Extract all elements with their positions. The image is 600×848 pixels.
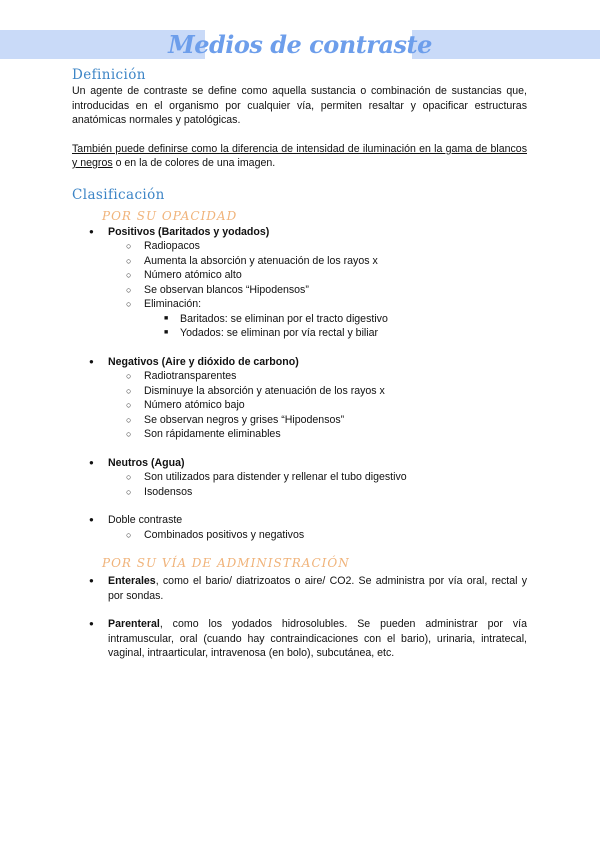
definicion-underlined-text: También puede definirse como la diferencia de intensidad de iluminación en la gama de blancos y negros bbox=[72, 142, 527, 169]
list-item: ○ Radiopacos bbox=[108, 239, 527, 254]
list-item: ○ Son rápidamente eliminables bbox=[108, 427, 527, 442]
doble-label: Doble contraste bbox=[108, 514, 183, 526]
list-item-neutros bbox=[72, 456, 527, 500]
neutros-list bbox=[72, 456, 527, 500]
document-body bbox=[72, 66, 527, 661]
eliminacion-sublist bbox=[144, 312, 527, 341]
list-item-negativos bbox=[72, 355, 527, 442]
definicion-paragraph-1: Un agente de contraste se define como aquella sustancia o combinación de sustancias que, introducidas en el organismo por cualquier vía, permiten resaltar y opacificar estructuras anatómicas normales y patológicas. bbox=[72, 85, 527, 126]
doble-sublist bbox=[108, 528, 527, 543]
list-item: ○ Número atómico bajo bbox=[108, 398, 527, 413]
list-item-enterales bbox=[72, 574, 527, 603]
positivos-label: Positivos (Baritados y yodados) bbox=[108, 225, 270, 238]
via-list bbox=[72, 574, 527, 661]
negativos-label: Negativos (Aire y dióxido de carbono) bbox=[108, 355, 299, 368]
neutros-label: Neutros (Agua) bbox=[108, 456, 185, 469]
list-item-doble bbox=[72, 513, 527, 542]
list-item: ○ Disminuye la absorción y atenuación de los rayos x bbox=[108, 384, 527, 399]
list-item: ○ Número atómico alto bbox=[108, 268, 527, 283]
enterales-label: Enterales bbox=[108, 575, 156, 587]
subheading-via: POR SU VÍA DE ADMINISTRACIÓN bbox=[102, 556, 350, 570]
definicion-rest-text: o en la de colores de una imagen. bbox=[112, 157, 276, 169]
positivos-sublist bbox=[108, 239, 527, 341]
list-item-eliminacion bbox=[108, 297, 527, 341]
definicion-paragraph-2 bbox=[72, 142, 527, 171]
list-item: ○ Se observan negros y grises “Hipodensos” bbox=[108, 413, 527, 428]
list-item-parenteral bbox=[72, 617, 527, 661]
negativos-list bbox=[72, 355, 527, 442]
enterales-text: , como el bario/ diatrizoatos o aire/ CO2. Se administra por vía oral, rectal y por sondas. bbox=[108, 575, 527, 602]
list-item: ○ Aumenta la absorción y atenuación de los rayos x bbox=[108, 254, 527, 269]
neutros-sublist bbox=[108, 470, 527, 499]
subheading-opacidad: POR SU OPACIDAD bbox=[102, 208, 238, 223]
section-heading-clasificacion: Clasificación bbox=[72, 186, 165, 203]
list-item: ○ Combinados positivos y negativos bbox=[108, 528, 527, 543]
parenteral-label: Parenteral bbox=[108, 618, 160, 630]
parenteral-text: , como los yodados hidrosolubles. Se pueden administrar por vía intramuscular, oral (cuando hay contraindicaciones con el bario), urinaria, intratecal, vaginal, intraarticular, intravenosa (en bolo), subcutánea, etc. bbox=[108, 618, 527, 659]
list-item: ○ Radiotransparentes bbox=[108, 369, 527, 384]
list-item: ○ Se observan blancos “Hipodensos” bbox=[108, 283, 527, 298]
list-item: ■ Yodados: se eliminan por vía rectal y biliar bbox=[144, 326, 527, 341]
negativos-sublist bbox=[108, 369, 527, 442]
spacer bbox=[72, 603, 527, 617]
list-item-positivos bbox=[72, 225, 527, 341]
section-heading-definicion: Definición bbox=[72, 67, 146, 83]
opacidad-list bbox=[72, 225, 527, 341]
list-item: ■ Baritados: se eliminan por el tracto digestivo bbox=[144, 312, 527, 327]
list-item: ○ Son utilizados para distender y rellenar el tubo digestivo bbox=[108, 470, 527, 485]
page-title: Medios de contraste bbox=[168, 30, 432, 59]
eliminacion-label: Eliminación: bbox=[144, 298, 202, 310]
list-item: ○ Isodensos bbox=[108, 485, 527, 500]
title-banner bbox=[0, 27, 600, 62]
doble-list bbox=[72, 513, 527, 542]
